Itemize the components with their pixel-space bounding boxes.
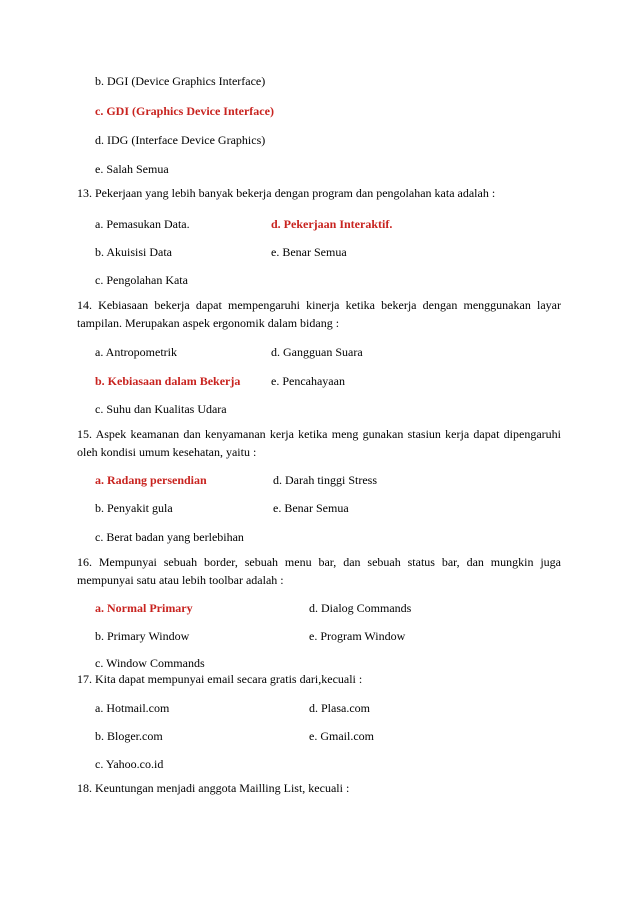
q16-option-c: c. Window Commands [95, 656, 205, 670]
q15-option-a-correct: a. Radang persendian [95, 473, 207, 487]
q12-option-b: b. DGI (Device Graphics Interface) [95, 74, 266, 88]
q12-option-e: e. Salah Semua [95, 162, 169, 176]
q16-option-d: d. Dialog Commands [309, 601, 412, 615]
q15-option-c: c. Berat badan yang berlebihan [95, 530, 244, 544]
q14-option-d: d. Gangguan Suara [271, 345, 363, 359]
q12-option-d: d. IDG (Interface Device Graphics) [95, 133, 266, 147]
q15-option-d: d. Darah tinggi Stress [273, 473, 377, 487]
q15-option-b: b. Penyakit gula [95, 501, 173, 515]
q15-stem: 15. Aspek keamanan dan kenyamanan kerja ketika meng gunakan stasiun kerja dapat dipengaruhi oleh kondisi umum kesehatan, yaitu : [77, 427, 561, 459]
q17-option-d: d. Plasa.com [309, 701, 370, 715]
q16-option-e: e. Program Window [309, 629, 406, 643]
q14-stem: 14. Kebiasaan bekerja dapat mempengaruhi kinerja ketika bekerja dengan menggunakan layar tampilan. Merupakan aspek ergonomik dalam bidang : [77, 298, 561, 330]
q17-option-b: b. Bloger.com [95, 729, 163, 743]
q14-option-b-correct: b. Kebiasaan dalam Bekerja [95, 374, 241, 388]
q14-option-c: c. Suhu dan Kualitas Udara [95, 402, 227, 416]
q13-option-a: a. Pemasukan Data. [95, 217, 190, 231]
q14-option-a: a. Antropometrik [95, 345, 177, 359]
q12-option-c-correct: c. GDI (Graphics Device Interface) [95, 104, 274, 118]
q17-stem: 17. Kita dapat mempunyai email secara gratis dari,kecuali : [77, 672, 363, 686]
q13-option-c: c. Pengolahan Kata [95, 273, 188, 287]
q15-option-e: e. Benar Semua [273, 501, 349, 515]
q17-option-c: c. Yahoo.co.id [95, 757, 164, 771]
q16-option-b: b. Primary Window [95, 629, 190, 643]
q13-option-b: b. Akuisisi Data [95, 245, 172, 259]
q13-stem: 13. Pekerjaan yang lebih banyak bekerja dengan program dan pengolahan kata adalah : [77, 186, 496, 200]
q13-option-d-correct: d. Pekerjaan Interaktif. [271, 217, 393, 231]
q17-option-e: e. Gmail.com [309, 729, 374, 743]
q14-option-e: e. Pencahayaan [271, 374, 345, 388]
q17-option-a: a. Hotmail.com [95, 701, 170, 715]
q13-option-e: e. Benar Semua [271, 245, 347, 259]
q18-stem: 18. Keuntungan menjadi anggota Mailling List, kecuali : [77, 781, 350, 795]
q16-option-a-correct: a. Normal Primary [95, 601, 193, 615]
q16-stem: 16. Mempunyai sebuah border, sebuah menu bar, dan sebuah status bar, dan mungkin juga mempunyai satu atau lebih toolbar adalah : [77, 555, 561, 587]
